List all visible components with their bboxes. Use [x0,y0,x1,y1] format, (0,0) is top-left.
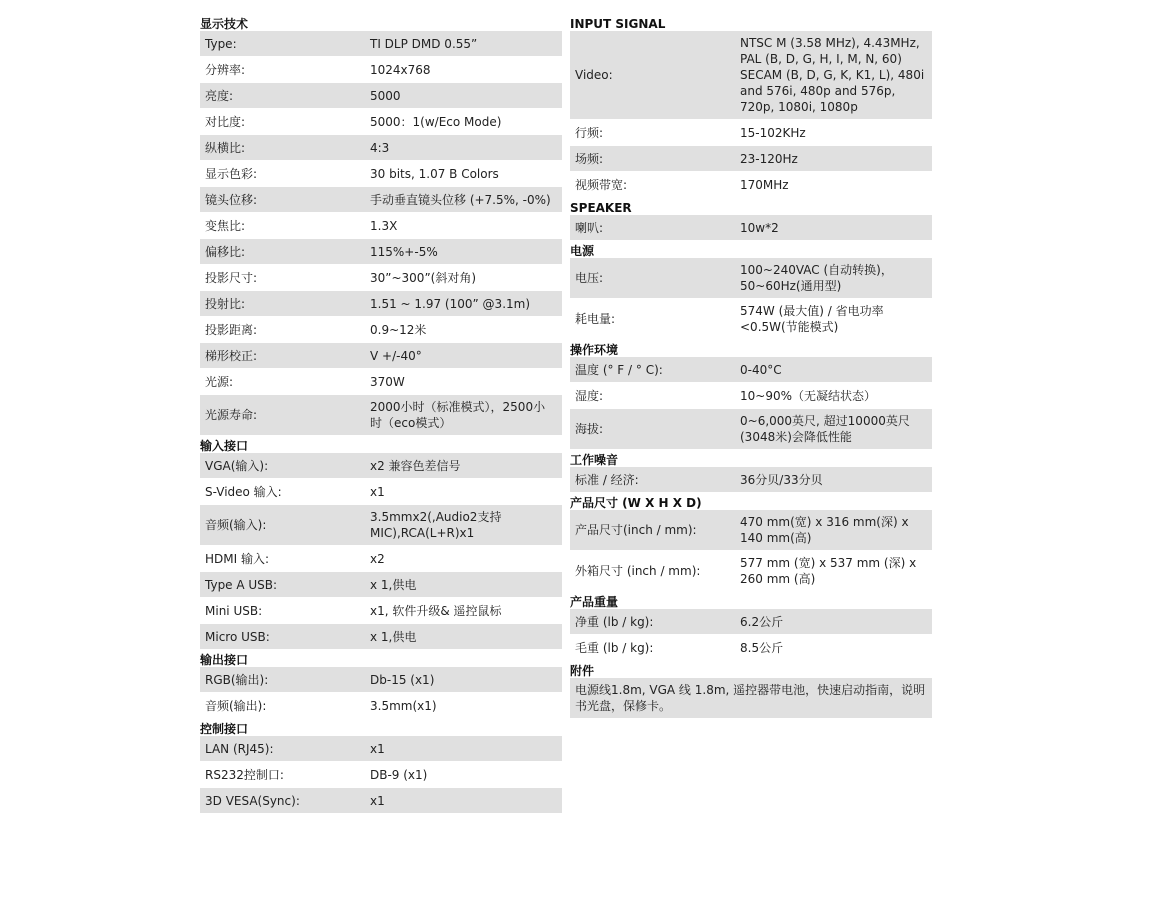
spec-value: 0.9~12米 [370,322,427,337]
spec-row [200,57,562,83]
spec-value: 115%+-5% [370,244,438,259]
spec-value: 577 mm (宽) x 537 mm (深) x 260 mm (高) [740,556,917,586]
section-title: 控制接口 [200,722,249,736]
spec-value: 0-40°C [740,362,782,377]
spec-value: x1 [370,793,385,808]
spec-value: V +/-40° [370,348,422,363]
spec-label: Mini USB: [205,603,263,618]
right-spec-column [570,14,932,719]
spec-row [200,693,562,719]
spec-row [570,215,932,241]
spec-row [200,317,562,343]
spec-row [200,135,562,161]
spec-row [200,624,562,650]
spec-label: VGA(输入): [205,458,269,473]
spec-label: 显示色彩: [205,166,258,181]
spec-label: 电压: [575,271,604,285]
section-title: 附件 [570,664,595,678]
spec-label: 外箱尺寸 (inch / mm): [575,564,701,578]
spec-label: 对比度: [205,114,246,129]
spec-value: 10w*2 [740,220,779,235]
spec-label: 变焦比: [205,218,246,233]
spec-value: 手动垂直镜头位移 (+7.5%, -0%) [370,192,551,207]
spec-row [200,83,562,109]
spec-value: 电源线1.8m, VGA 线 1.8m, 遥控器带电池，快速启动指南，说明书光盘，保修卡。 [575,683,926,713]
spec-row [570,120,932,146]
spec-label: RS232控制口: [205,767,284,782]
spec-value: x1 [370,741,385,756]
spec-row [570,551,932,592]
spec-label: S-Video 输入: [205,484,282,499]
spec-label: 音频(输出): [205,698,267,713]
spec-label: 行频: [575,125,604,140]
spec-label: Video: [575,68,613,82]
section-title: 产品重量 [570,595,619,609]
section-title: 工作噪音 [570,453,619,467]
spec-label: 净重 (lb / kg): [575,614,654,629]
spec-value: 6.2公斤 [740,614,784,629]
spec-label: 音频(输入): [205,518,267,532]
spec-label: 偏移比: [205,244,246,259]
spec-row [200,239,562,265]
spec-value: x 1,供电 [370,577,417,592]
spec-value: 470 mm(宽) x 316 mm(深) x 140 mm(高) [740,515,909,545]
spec-label: 湿度: [575,388,604,403]
spec-label: 分辨率: [205,62,246,77]
spec-value: 30”~300”(斜对角) [370,270,477,285]
spec-row [200,505,562,546]
spec-label: 喇叭: [575,220,604,235]
spec-row [570,467,932,493]
spec-label: LAN (RJ45): [205,741,274,756]
spec-row [570,146,932,172]
spec-row [200,31,562,57]
spec-label: 光源寿命: [205,408,258,422]
section-title: 产品尺寸 (W X H X D) [570,496,702,510]
spec-value: x 1,供电 [370,629,417,644]
spec-value: x2 [370,551,385,566]
spec-value: NTSC M (3.58 MHz), 4.43MHz, PAL (B, D, G, H, I, M, N, 60) SECAM (B, D, G, K, K1, L), 480i and 576i, 480p and 576p, 720p, 1080i, 1080p [740,36,925,114]
spec-row [200,291,562,317]
spec-row [200,598,562,624]
section-title: SPEAKER [570,201,632,215]
spec-row [570,409,932,450]
spec-value: DB-9 (x1) [370,767,428,782]
spec-value: x1, 软件升级& 遥控鼠标 [370,603,502,618]
spec-label: 温度 (° F / ° C): [575,362,663,377]
spec-row [570,635,932,661]
spec-row [570,678,932,719]
spec-row [200,109,562,135]
spec-label: 耗电量: [575,312,616,326]
spec-label: 梯形校正: [205,348,258,363]
spec-value: 370W [370,374,405,389]
spec-value: 23-120Hz [740,151,798,166]
spec-value: 574W (最大值) / 省电功率 <0.5W(节能模式) [740,304,884,334]
spec-value: 8.5公斤 [740,640,784,655]
spec-value: 4:3 [370,140,390,155]
spec-value: x2 兼容色差信号 [370,458,461,473]
spec-label: 3D VESA(Sync): [205,793,300,808]
spec-label: 毛重 (lb / kg): [575,640,654,655]
spec-label: 场频: [575,151,604,166]
spec-label: 投射比: [205,296,246,311]
spec-label: 标准 / 经济: [575,472,639,487]
left-spec-column [200,14,562,814]
section-title: INPUT SIGNAL [570,17,666,31]
spec-label: 光源: [205,374,234,389]
spec-label: Type A USB: [205,577,278,592]
spec-value: 2000小时（标准模式），2500小时（eco模式） [370,400,546,430]
spec-value: 10~90%（无凝结状态） [740,388,876,403]
section-title: 电源 [570,244,595,258]
spec-value: 0~6,000英尺, 超过10000英尺(3048米)会降低性能 [740,414,910,444]
spec-label: Type: [205,36,237,51]
spec-label: 亮度: [205,88,234,103]
spec-value: 5000：1(w/Eco Mode) [370,114,502,129]
spec-label: 产品尺寸(inch / mm): [575,523,697,537]
spec-label: RGB(输出): [205,672,269,687]
spec-row [570,31,932,120]
spec-row [200,667,562,693]
spec-row [200,343,562,369]
spec-row [570,172,932,198]
spec-row [200,572,562,598]
spec-row [570,609,932,635]
spec-label: HDMI 输入: [205,551,270,566]
spec-label: 海拔: [575,422,604,436]
spec-label: Micro USB: [205,629,270,644]
spec-row [200,479,562,505]
spec-row [570,510,932,551]
spec-row [570,357,932,383]
spec-label: 视频带宽: [575,177,628,192]
spec-value: 1024x768 [370,62,431,77]
spec-label: 纵横比: [205,140,246,155]
spec-row [200,453,562,479]
spec-row [200,213,562,239]
spec-row [200,369,562,395]
spec-row [200,187,562,213]
spec-row [570,258,932,299]
spec-value: 5000 [370,88,401,103]
spec-value: x1 [370,484,385,499]
spec-row [200,265,562,291]
spec-value: TI DLP DMD 0.55” [370,36,478,51]
spec-value: 1.51 ~ 1.97 (100” @3.1m) [370,296,531,311]
spec-row [200,762,562,788]
spec-row [200,736,562,762]
spec-value: 1.3X [370,218,398,233]
spec-value: 36分贝/33分贝 [740,472,823,487]
section-title: 输入接口 [200,439,249,453]
section-title: 操作环境 [570,343,619,357]
spec-row [200,395,562,436]
section-title: 输出接口 [200,653,249,667]
spec-value: Db-15 (x1) [370,672,435,687]
spec-label: 投影尺寸: [205,270,258,285]
spec-row [200,546,562,572]
spec-label: 镜头位移: [205,192,258,207]
spec-value: 100~240VAC (自动转换)，50~60Hz(通用型) [740,263,893,293]
spec-row [570,383,932,409]
spec-row [200,788,562,814]
spec-value: 3.5mm(x1) [370,698,437,713]
spec-value: 170MHz [740,177,789,192]
spec-label: 投影距离: [205,322,258,337]
section-title: 显示技术 [200,17,249,31]
spec-value: 30 bits, 1.07 B Colors [370,166,499,181]
spec-row [570,299,932,340]
spec-value: 15-102KHz [740,125,806,140]
spec-value: 3.5mmx2(,Audio2支持MIC),RCA(L+R)x1 [370,510,502,540]
spec-row [200,161,562,187]
